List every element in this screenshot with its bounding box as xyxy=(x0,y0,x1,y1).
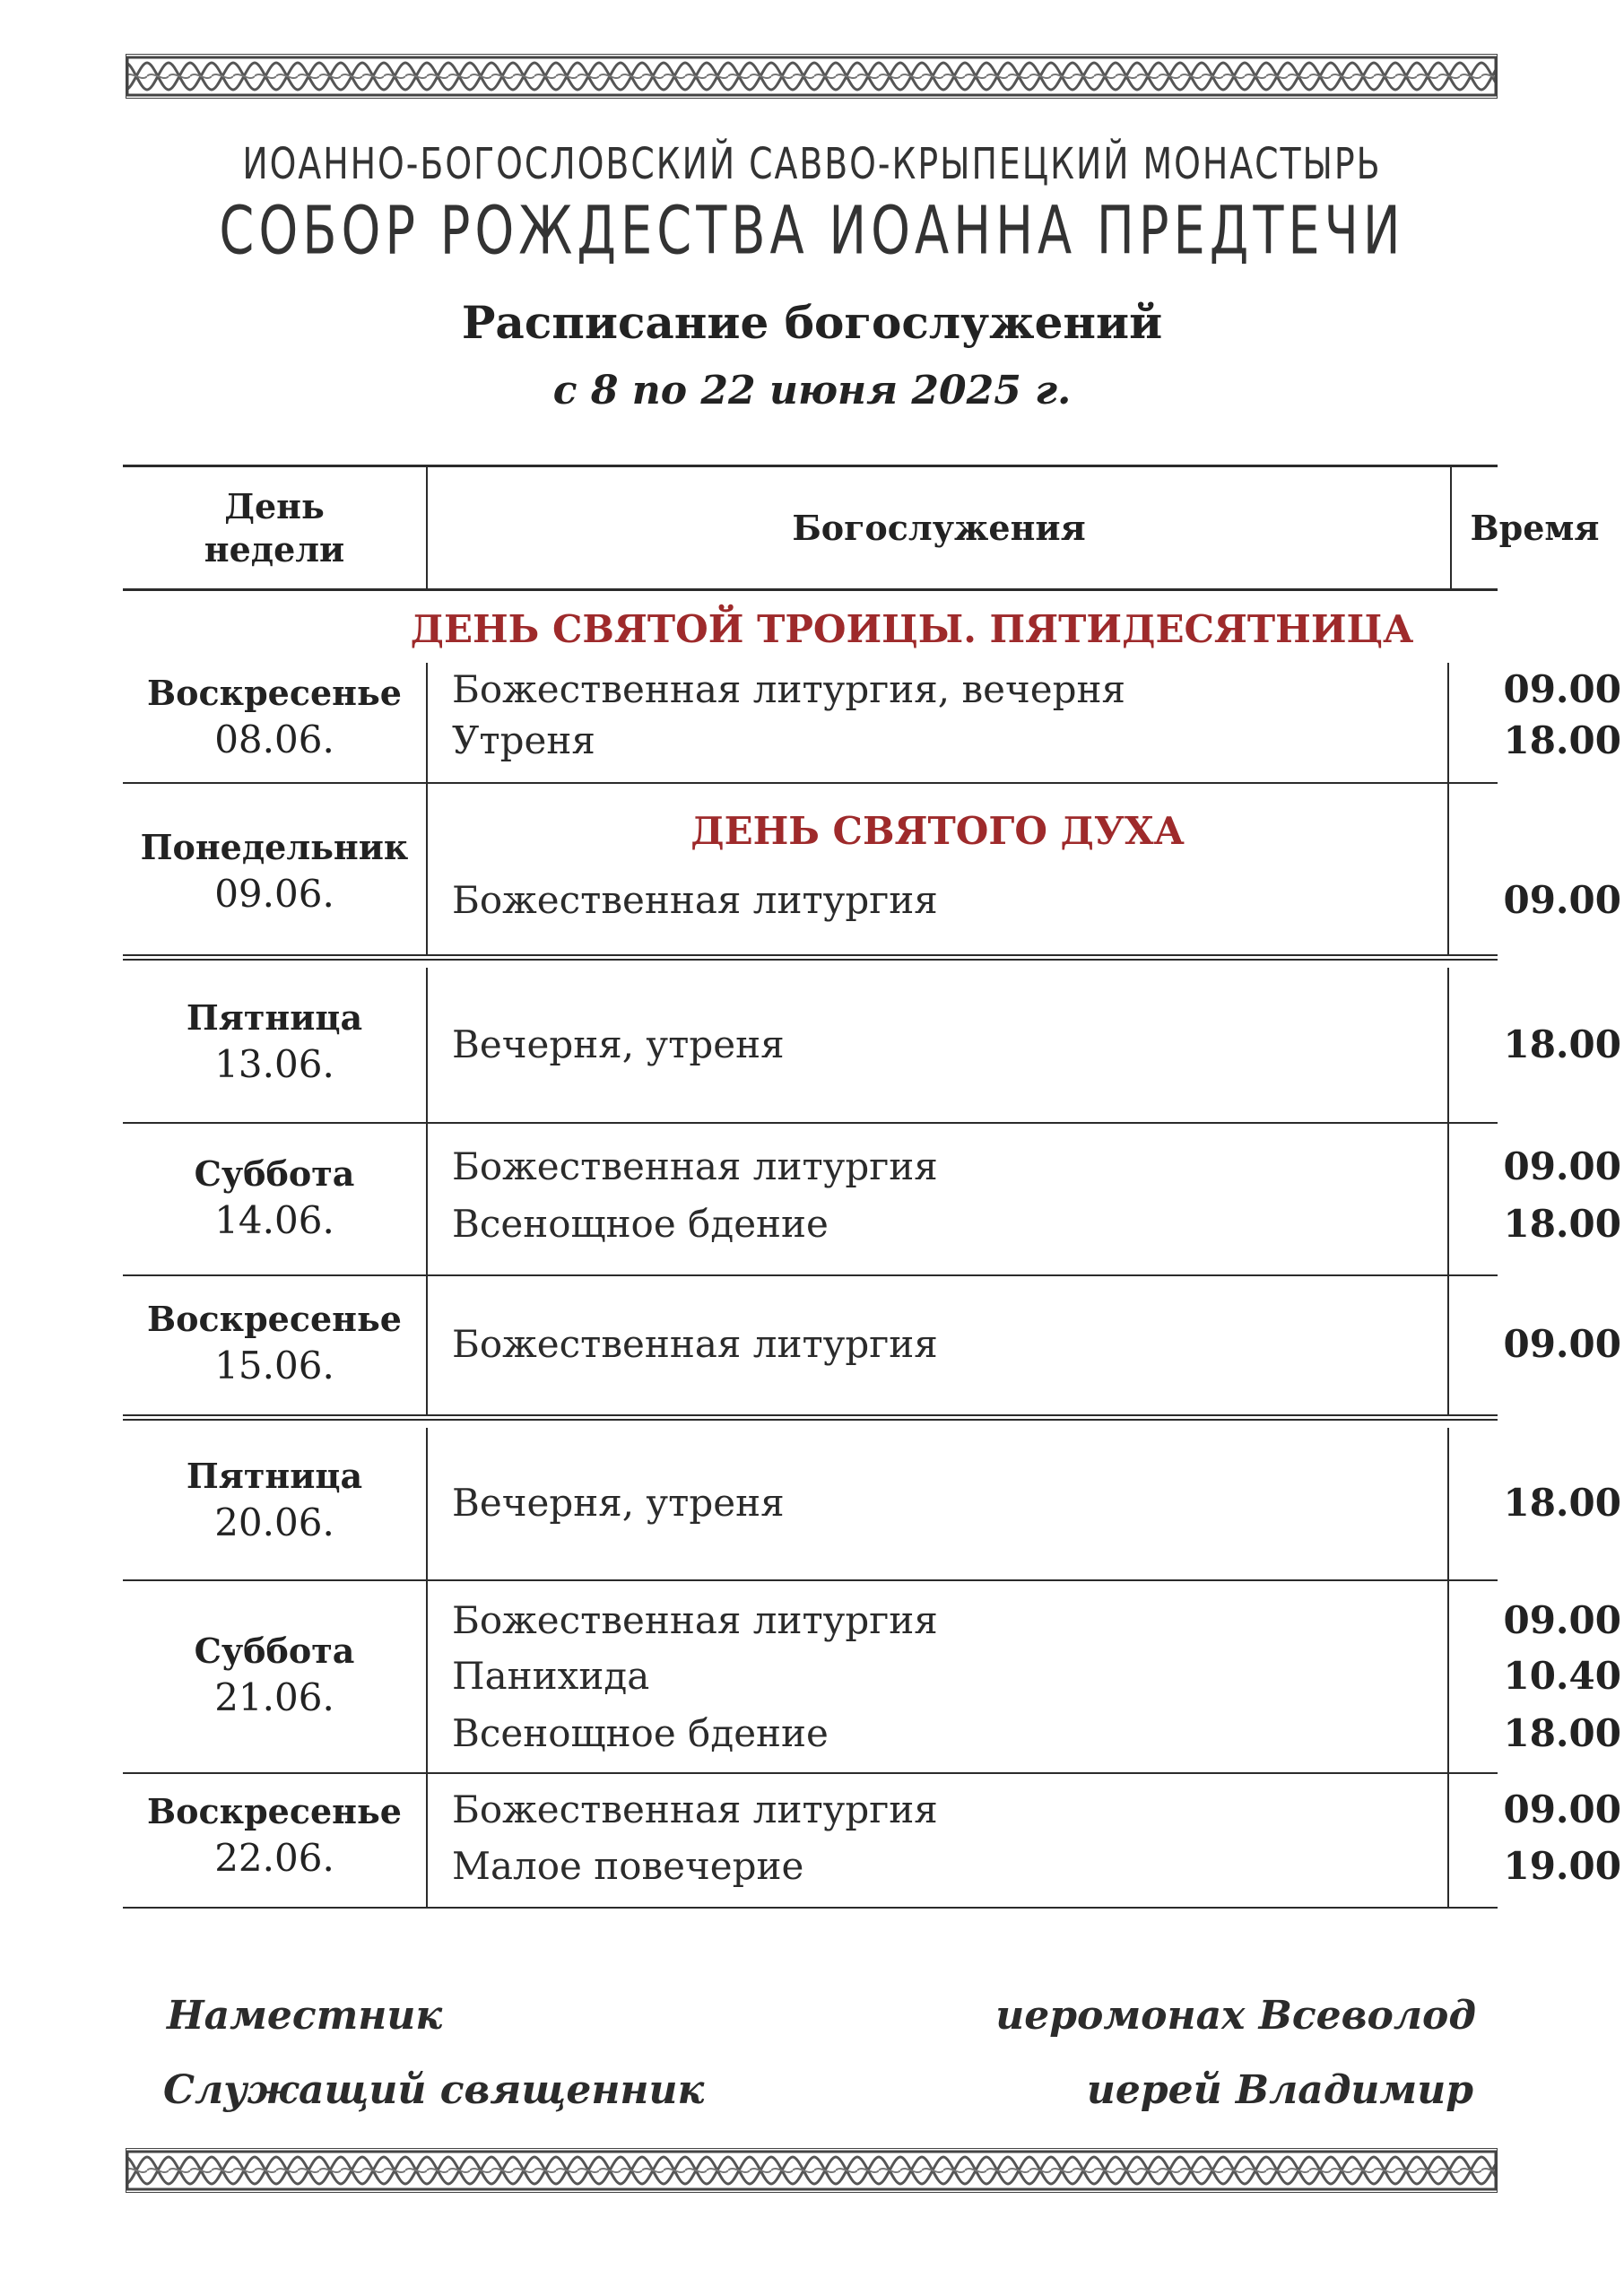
service-name: Божественная литургия xyxy=(452,1144,938,1188)
day-date: 08.06. xyxy=(214,718,334,761)
table-header-row xyxy=(123,465,1600,591)
day-name: Пятница xyxy=(186,1456,363,1496)
day-name: Суббота xyxy=(194,1153,355,1194)
column-divider xyxy=(426,1428,428,1579)
column-divider xyxy=(426,1124,428,1274)
day-cell xyxy=(123,1788,426,1882)
day-cell xyxy=(123,670,426,763)
service-time: 19.00 xyxy=(1503,1844,1621,1888)
day-date: 14.06. xyxy=(214,1198,334,1242)
day-name: Суббота xyxy=(194,1631,355,1671)
table-row xyxy=(123,591,1621,784)
table-row xyxy=(123,1276,1621,1421)
service-time: 18.00 xyxy=(1503,1022,1621,1066)
service-name: Божественная литургия xyxy=(452,1322,938,1366)
day-cell xyxy=(123,824,426,918)
column-divider xyxy=(1447,784,1449,954)
header-day-of-week: День недели xyxy=(204,486,345,570)
column-divider xyxy=(426,968,428,1122)
column-divider xyxy=(426,663,428,782)
service-time: 09.00 xyxy=(1503,1144,1621,1188)
day-name: Воскресенье xyxy=(147,673,402,713)
column-divider xyxy=(426,1774,428,1907)
service-time: 09.00 xyxy=(1503,1322,1621,1366)
schedule-period: с 8 по 22 июня 2025 г. xyxy=(552,368,1072,413)
document-title: Расписание богослужений xyxy=(461,296,1163,349)
day-name: Пятница xyxy=(186,997,363,1038)
service-time: 18.00 xyxy=(1503,718,1621,762)
service-name: Вечерня, утреня xyxy=(452,1022,785,1066)
service-time: 18.00 xyxy=(1503,1711,1621,1755)
day-date: 13.06. xyxy=(214,1042,334,1086)
service-name: Панихида xyxy=(452,1654,650,1698)
cathedral-name: СОБОР РОЖДЕСТВА ИОАННА ПРЕДТЕЧИ xyxy=(219,190,1405,270)
table-row xyxy=(123,1581,1621,1774)
service-time: 09.00 xyxy=(1503,1787,1621,1831)
bottom-ornament-border xyxy=(126,2148,1498,2193)
service-name: Малое повечерие xyxy=(452,1844,804,1888)
day-cell xyxy=(123,1296,426,1389)
column-divider xyxy=(426,1276,428,1414)
day-name: Воскресенье xyxy=(147,1791,402,1831)
table-row xyxy=(123,961,1621,1124)
day-cell xyxy=(123,1151,426,1244)
day-name: Понедельник xyxy=(140,827,409,867)
service-time: 18.00 xyxy=(1503,1481,1621,1525)
day-cell xyxy=(123,1453,426,1546)
service-name: Божественная литургия xyxy=(452,878,938,922)
signature-role-priest: Служащий священник xyxy=(163,2067,705,2113)
day-date: 09.06. xyxy=(214,872,334,916)
feast-title: ДЕНЬ СВЯТОГО ДУХА xyxy=(690,809,1185,853)
day-date: 15.06. xyxy=(214,1344,334,1387)
service-name: Божественная литургия xyxy=(452,1787,938,1831)
day-date: 21.06. xyxy=(214,1675,334,1719)
header-services: Богослужения xyxy=(426,467,1452,588)
column-divider xyxy=(426,1581,428,1772)
table-row xyxy=(123,784,1621,961)
signature-name-abbot: иеромонах Всеволод xyxy=(995,1993,1476,2039)
table-row xyxy=(123,1421,1621,1581)
day-cell xyxy=(123,995,426,1088)
service-name: Утреня xyxy=(452,718,595,762)
service-name: Всенощное бдение xyxy=(452,1711,829,1755)
top-ornament-border xyxy=(126,54,1498,99)
day-name: Воскресенье xyxy=(147,1299,402,1339)
signature-name-priest: иерей Владимир xyxy=(1086,2067,1473,2113)
service-time: 18.00 xyxy=(1503,1202,1621,1246)
service-time: 09.00 xyxy=(1503,878,1621,922)
service-time: 09.00 xyxy=(1503,667,1621,711)
service-name: Божественная литургия, вечерня xyxy=(452,667,1125,711)
table-row xyxy=(123,1774,1621,1909)
day-cell xyxy=(123,1628,426,1721)
monastery-name: ИОАННО-БОГОСЛОВСКИЙ САВВО-КРЫПЕЦКИЙ МОНАСТЫРЬ xyxy=(242,138,1382,189)
table-row xyxy=(123,1124,1621,1276)
service-schedule-table xyxy=(123,465,1621,1909)
service-time: 10.40 xyxy=(1503,1654,1621,1698)
feast-title: ДЕНЬ СВЯТОЙ ТРОИЦЫ. ПЯТИДЕСЯТНИЦА xyxy=(410,607,1414,651)
day-date: 22.06. xyxy=(214,1836,334,1880)
signature-role-abbot: Наместник xyxy=(167,1993,443,2039)
service-name: Божественная литургия xyxy=(452,1598,938,1642)
service-name: Всенощное бдение xyxy=(452,1202,829,1246)
header-time-cell xyxy=(1448,467,1621,588)
header-time: Время xyxy=(1470,508,1600,548)
day-date: 20.06. xyxy=(214,1500,334,1544)
service-name: Вечерня, утреня xyxy=(452,1481,785,1525)
service-time: 09.00 xyxy=(1503,1598,1621,1642)
